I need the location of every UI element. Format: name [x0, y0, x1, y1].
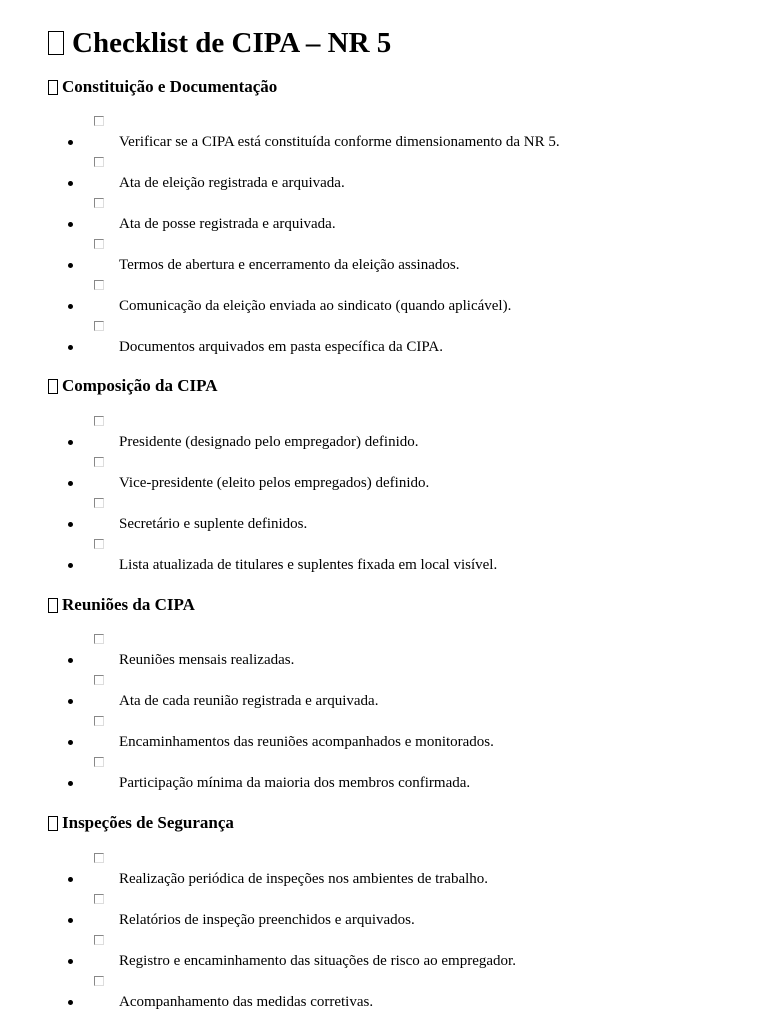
checklist-item	[48, 675, 748, 716]
checklist-item-text: Secretário e suplente definidos.	[119, 516, 308, 532]
missing-glyph-icon	[48, 816, 58, 831]
checkbox[interactable]	[94, 416, 104, 426]
bullet-icon	[68, 699, 73, 704]
checkbox[interactable]	[94, 935, 104, 945]
checklist-item	[48, 634, 748, 675]
checklist-item	[48, 116, 748, 157]
bullet-icon	[68, 781, 73, 786]
checklist-item-text: Lista atualizada de titulares e suplentes fixada em local visível.	[119, 557, 498, 573]
checkbox[interactable]	[94, 280, 104, 290]
checklist	[48, 416, 748, 580]
checkbox[interactable]	[94, 321, 104, 331]
checkbox[interactable]	[94, 498, 104, 508]
checklist-item	[48, 280, 748, 321]
checklist-item-text: Termos de abertura e encerramento da eleição assinados.	[119, 257, 460, 273]
checkbox[interactable]	[94, 634, 104, 644]
checklist-item	[48, 716, 748, 757]
bullet-icon	[68, 918, 73, 923]
checklist-item-text: Ata de posse registrada e arquivada.	[119, 216, 336, 232]
section-heading-text: Constituição e Documentação	[62, 77, 278, 96]
checkbox[interactable]	[94, 239, 104, 249]
bullet-icon	[68, 181, 73, 186]
missing-glyph-icon	[48, 80, 58, 95]
missing-glyph-icon	[48, 598, 58, 613]
checklist-item-text: Acompanhamento das medidas corretivas.	[119, 994, 374, 1010]
checkbox[interactable]	[94, 894, 104, 904]
checklist-item-text: Relatórios de inspeção preenchidos e arquivados.	[119, 912, 415, 928]
checklist-item-text: Verificar se a CIPA está constituída conforme dimensionamento da NR 5.	[119, 134, 560, 150]
page-title	[48, 24, 748, 62]
bullet-icon	[68, 740, 73, 745]
bullet-icon	[68, 563, 73, 568]
checklist-item	[48, 321, 748, 362]
checklist-item-text: Ata de eleição registrada e arquivada.	[119, 175, 345, 191]
checkbox[interactable]	[94, 457, 104, 467]
bullet-icon	[68, 1000, 73, 1005]
checklist-item-text: Ata de cada reunião registrada e arquivada.	[119, 693, 379, 709]
bullet-icon	[68, 959, 73, 964]
checklist-item	[48, 498, 748, 539]
checklist-item-text: Presidente (designado pelo empregador) definido.	[119, 434, 419, 450]
checklist-item	[48, 457, 748, 498]
checklist-item-text: Reuniões mensais realizadas.	[119, 652, 295, 668]
bullet-icon	[68, 522, 73, 527]
bullet-icon	[68, 304, 73, 309]
bullet-icon	[68, 440, 73, 445]
checklist-item	[48, 935, 748, 976]
section-heading	[48, 594, 195, 616]
section-heading	[48, 375, 218, 397]
checklist-item	[48, 853, 748, 894]
checklist	[48, 634, 748, 798]
missing-glyph-icon	[48, 379, 58, 394]
section-heading-text: Composição da CIPA	[62, 376, 218, 395]
checklist-item-text: Documentos arquivados em pasta específica da CIPA.	[119, 339, 443, 355]
checklist-item-text: Encaminhamentos das reuniões acompanhados e monitorados.	[119, 734, 494, 750]
checklist-item	[48, 757, 748, 798]
section-heading	[48, 812, 234, 834]
section-heading	[48, 76, 277, 98]
checklist-item	[48, 198, 748, 239]
checkbox[interactable]	[94, 757, 104, 767]
section-heading-text: Inspeções de Segurança	[62, 813, 234, 832]
checklist-item-text: Participação mínima da maioria dos membros confirmada.	[119, 775, 471, 791]
bullet-icon	[68, 263, 73, 268]
bullet-icon	[68, 481, 73, 486]
checklist-item	[48, 539, 748, 580]
checklist-item-text: Realização periódica de inspeções nos ambientes de trabalho.	[119, 871, 489, 887]
checklist-item-text: Comunicação da eleição enviada ao sindicato (quando aplicável).	[119, 298, 512, 314]
checkbox[interactable]	[94, 116, 104, 126]
checkbox[interactable]	[94, 716, 104, 726]
bullet-icon	[68, 658, 73, 663]
bullet-icon	[68, 222, 73, 227]
checklist-item	[48, 416, 748, 457]
page-title-text: Checklist de CIPA – NR 5	[72, 27, 392, 59]
checklist	[48, 116, 748, 362]
checkbox[interactable]	[94, 198, 104, 208]
checklist-item	[48, 976, 748, 1017]
bullet-icon	[68, 877, 73, 882]
checkbox[interactable]	[94, 853, 104, 863]
missing-glyph-icon	[48, 31, 64, 55]
checklist-item	[48, 239, 748, 280]
section-heading-text: Reuniões da CIPA	[62, 595, 195, 614]
checkbox[interactable]	[94, 157, 104, 167]
document	[48, 24, 748, 1010]
checkbox[interactable]	[94, 976, 104, 986]
bullet-icon	[68, 345, 73, 350]
checkbox[interactable]	[94, 675, 104, 685]
bullet-icon	[68, 140, 73, 145]
checklist-item	[48, 157, 748, 198]
checklist-item	[48, 894, 748, 935]
checklist-item-text: Registro e encaminhamento das situações de risco ao empregador.	[119, 953, 516, 969]
checklist	[48, 853, 748, 1017]
checkbox[interactable]	[94, 539, 104, 549]
checklist-item-text: Vice-presidente (eleito pelos empregados) definido.	[119, 475, 430, 491]
